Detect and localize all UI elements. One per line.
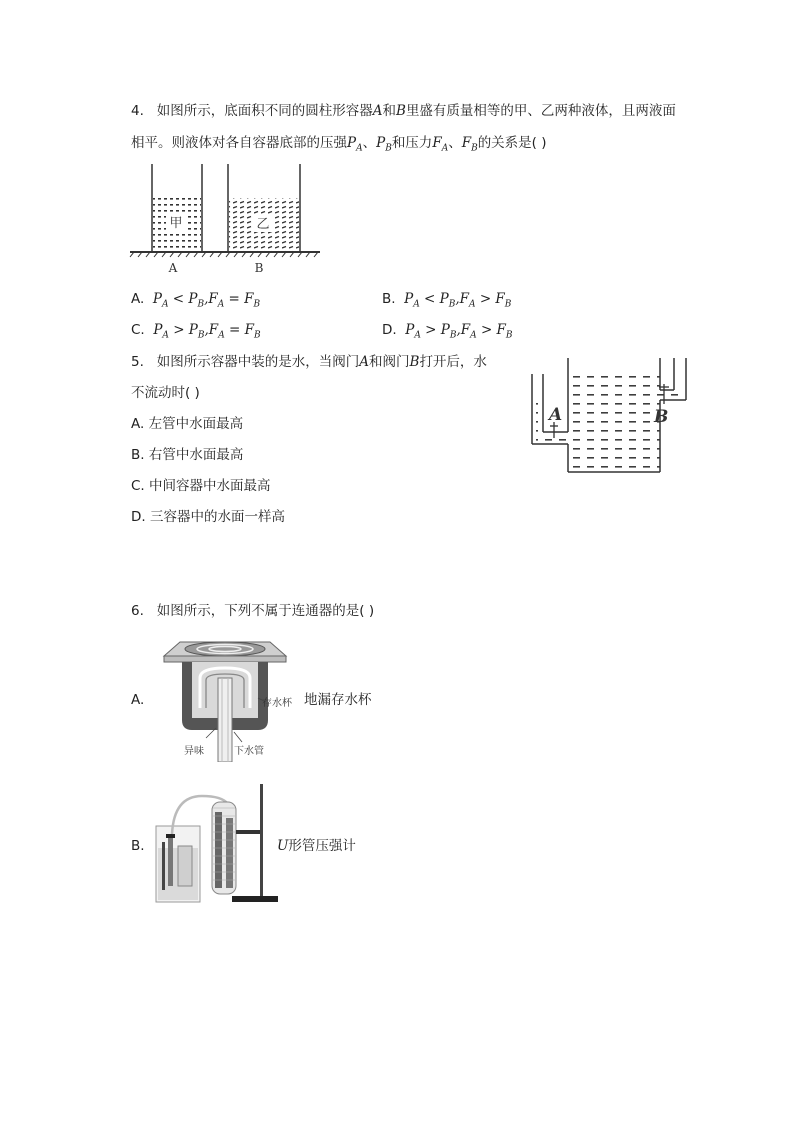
q4-number: 4. <box>131 103 144 119</box>
q4-stem-text-3: 相平。则液体对各自容器底部的压强 <box>131 135 347 151</box>
q4-fa: $F_A$ <box>432 135 449 154</box>
q6-stem-text: 如图所示，下列不属于连通器的是( ) <box>156 603 375 619</box>
label-jia: 甲 <box>169 216 183 231</box>
q5-number: 5. <box>131 354 144 370</box>
label-valve-b: B <box>654 407 669 427</box>
q6-option-b-caption <box>277 836 356 856</box>
label-smell: 异味 <box>184 746 204 757</box>
q5-line1 <box>131 352 487 372</box>
option-text: 中间容器中水面最高 <box>149 478 271 494</box>
q4-var-b: B <box>396 103 406 119</box>
option-formula: $P_A > P_B,F_A = F_B$ <box>153 322 261 341</box>
q6-number: 6. <box>131 603 144 619</box>
option-formula: $P_A < P_B,F_A = F_B$ <box>152 291 261 310</box>
option-formula: $P_A < P_B,F_A > F_B$ <box>404 291 512 310</box>
option-letter: B. <box>131 447 145 463</box>
label-yi: 乙 <box>256 217 270 232</box>
q5-option-c[interactable] <box>131 476 271 496</box>
q4-stem-text: 如图所示，底面积不同的圆柱形容器 <box>156 103 373 119</box>
q4-option-b[interactable] <box>382 289 511 315</box>
q4-fb: $F_B$ <box>461 135 478 154</box>
q4-line2 <box>131 133 547 159</box>
label-container-b: B <box>254 261 264 275</box>
option-letter: D. <box>382 322 397 338</box>
q4-pa: $P_A$ <box>347 135 363 154</box>
q4-option-a[interactable] <box>131 289 260 315</box>
q6-option-a-letter[interactable]: A. <box>131 692 145 708</box>
option-text: 右管中水面最高 <box>148 447 244 463</box>
q4-figure <box>128 160 324 280</box>
q6-option-a-figure <box>160 638 300 762</box>
q6-option-b-letter[interactable]: B. <box>131 838 145 854</box>
q5-figure <box>528 354 690 478</box>
label-drain-pipe: 下水管 <box>234 746 264 757</box>
q4-stem-text-4: 的关系是( ) <box>477 135 547 151</box>
q4-line1 <box>131 101 676 121</box>
q5-stem-text-2: 打开后，水 <box>419 354 487 370</box>
q4-option-c[interactable] <box>131 320 261 346</box>
option-text: 左管中水面最高 <box>148 416 244 432</box>
q5-option-a[interactable] <box>131 414 243 434</box>
q6-line1 <box>131 601 374 621</box>
option-formula: $P_A > P_B,F_A > F_B$ <box>405 322 513 341</box>
q6-option-b-figure <box>152 778 282 906</box>
caption-var-u: U <box>277 838 289 854</box>
q5-stem-text: 如图所示容器中装的是水，当阀门 <box>156 354 360 370</box>
q5-var-b: B <box>409 354 420 370</box>
q4-sep-1: 、 <box>362 135 377 151</box>
option-letter: B. <box>382 291 396 307</box>
q5-stem-mid: 和阀门 <box>369 354 410 370</box>
q6-option-a-caption: 地漏存水杯 <box>304 692 372 708</box>
option-letter: A. <box>131 291 145 307</box>
q4-and: 和 <box>382 103 397 119</box>
q5-option-b[interactable] <box>131 445 243 465</box>
q4-var-a: A <box>372 103 383 119</box>
q5-var-a: A <box>359 354 370 370</box>
label-cup: 存水杯 <box>262 698 292 709</box>
q4-stem-text-2: 里盛有质量相等的甲、乙两种液体，且两液面 <box>405 103 676 119</box>
option-letter: A. <box>131 416 145 432</box>
option-letter: D. <box>131 509 146 525</box>
caption-text: 形管压强计 <box>288 838 356 854</box>
q4-sep-2: 、 <box>448 135 462 151</box>
label-container-a: A <box>168 261 178 275</box>
label-valve-a: A <box>549 405 563 425</box>
option-letter: C. <box>131 322 145 338</box>
option-letter: C. <box>131 478 145 494</box>
q5-line2: 不流动时( ) <box>131 385 200 401</box>
q4-pb: $P_B$ <box>376 135 392 154</box>
q4-and-pressure: 和压力 <box>391 135 433 151</box>
q5-option-d[interactable] <box>131 507 285 527</box>
q4-option-d[interactable] <box>382 320 513 346</box>
option-text: 三容器中的水面一样高 <box>149 509 285 525</box>
